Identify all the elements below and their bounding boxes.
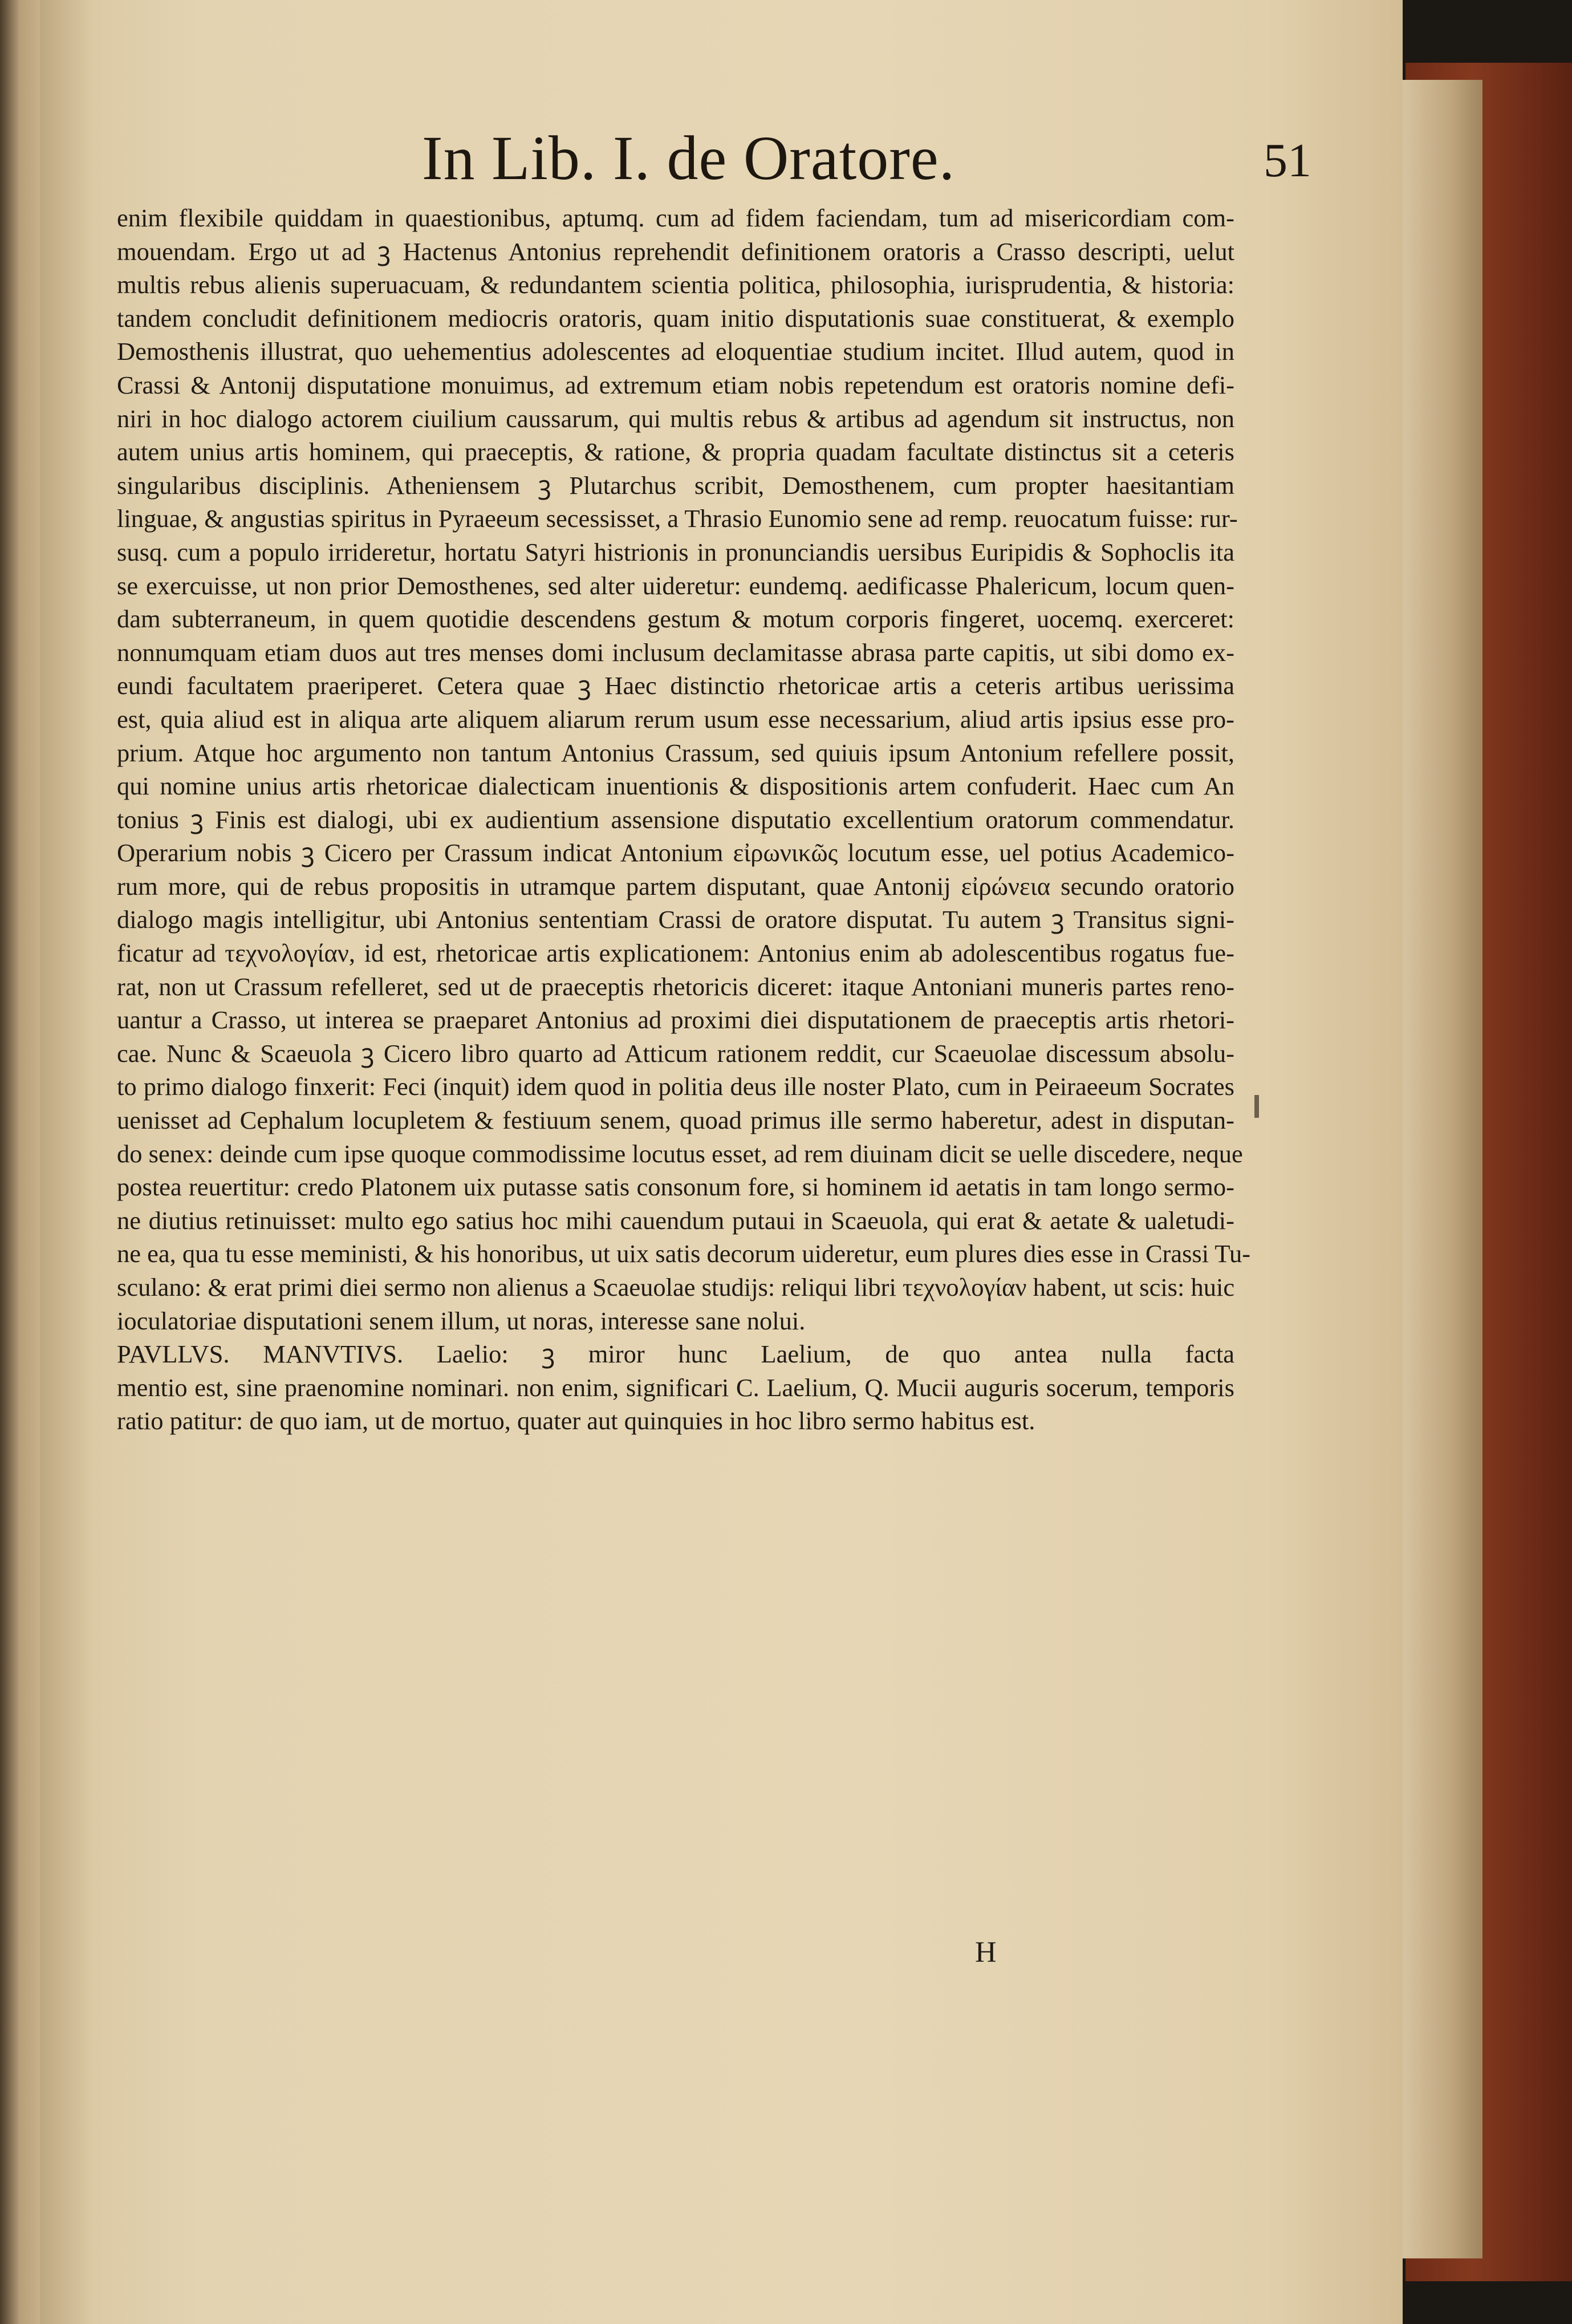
running-head [422,121,1311,195]
text-line: niri in hoc dialogo actorem ciuilium caussarum, qui multis rebus & artibus ad agendum sit instructus, non [117,404,1234,433]
text-line: enim flexibile quiddam in quaestionibus, aptumq. cum ad fidem faciendam, tum ad misericordiam com- [117,204,1234,232]
text-line: uantur a Crasso, ut interea se praeparet Antonius ad proximi diei disputationem de praeceptis artis rhetori- [117,1005,1234,1035]
text-line: ioculatoriae disputationi senem illum, ut noras, interesse sane nolui. [117,1306,806,1335]
page-block-edge [1403,80,1482,2258]
text-line: Operarium nobis ꝫ Cicero per Crassum indicat Antonium εἰρωνικῶς locutum esse, uel potius Academico- [117,838,1234,867]
margin-mark [1254,1095,1259,1118]
text-line: tandem concludit definitionem mediocris oratoris, quam initio disputationis suae constituerat, & exemplo [117,303,1234,332]
text-line: singularibus disciplinis. Atheniensem ꝫ Plutarchus scribit, Demosthenem, cum propter haesitantiam [117,471,1234,500]
text-line: Crassi & Antonij disputatione monuimus, ad extremum etiam nobis repetendum est oratoris nomine defi- [117,370,1234,399]
text-line: ratio patitur: de quo iam, ut de mortuo, quater aut quinquies in hoc libro sermo habitus est. [117,1406,1035,1435]
body-text [117,201,1251,1438]
text-line: postea reuertitur: credo Platonem uix putasse satis consonum fore, si hominem id aetatis in tam longo sermo- [117,1173,1234,1202]
page-number: 51 [1264,134,1311,187]
text-line: PAVLLVS. MANVTIVS. Laelio: ꝫ miror hunc Laelium, de quo antea nulla facta [117,1340,1234,1369]
text-line: rat, non ut Crassum refelleret, sed ut de praeceptis rhetoricis diceret: itaque Antoniani muneris partes reno- [117,972,1234,1001]
text-line: autem unius artis hominem, qui praeceptis, & ratione, & propria quadam facultate distinctus sit a ceteris [117,437,1234,467]
text-line: mentio est, sine praenomine nominari. non enim, significari C. Laelium, Q. Mucii auguris socerum, temporis [117,1373,1234,1402]
header-title: In Lib. I. de Oratore. [422,123,956,193]
text-line: dialogo magis intelligitur, ubi Antonius sententiam Crassi de oratore disputat. Tu autem ꝫ Transitus signi- [117,905,1234,934]
text-line: est, quia aliud est in aliqua arte aliquem aliarum rerum usum esse necessarium, aliud artis ipsius esse pro- [117,704,1234,733]
text-line: ne diutius retinuisset: multo ego satius hoc mihi cauendum putaui in Scaeuola, qui erat & aetate & ualetudi- [117,1206,1234,1235]
text-line: linguae, & angustias spiritus in Pyraeeum secessisset, a Thrasio Eunomio sene ad remp. reuocatum fuisse: rur- [117,504,1238,533]
text-line: do senex: deinde cum ipse quoque commodissime locutus esset, ad rem diuinam dicit se uelle discedere, neque [117,1139,1243,1168]
text-line: susq. cum a populo irrideretur, hortatu Satyri histrionis in pronunciandis uersibus Euripidis & Sophoclis ita [117,537,1234,566]
text-line: cae. Nunc & Scaeuola ꝫ Cicero libro quarto ad Atticum rationem reddit, cur Scaeuolae discessum absolu- [117,1039,1234,1068]
text-line: uenisset ad Cephalum locupletem & festiuum senem, quoad primus ille sermo haberetur, adest in disputan- [117,1106,1234,1135]
text-line: dam subterraneum, in quem quotidie descendens gestum & motum corporis fingeret, uocemq. exerceret: [117,605,1234,634]
text-line: nonnumquam etiam duos aut tres menses domi inclusum declamitasse abrasa parte capitis, ut sibi domo ex- [117,638,1234,667]
signature-mark: H [975,1936,997,1969]
text-line: multis rebus alienis superuacuam, & redundantem scientia politica, philosophia, iurisprudentia, & historia: [117,270,1234,299]
text-line: ne ea, qua tu esse meministi, & his honoribus, ut uix satis decorum uideretur, eum plures dies esse in Crassi Tu- [117,1239,1251,1268]
text-line: Demosthenis illustrat, quo uehementius adolescentes ad eloquentiae studium incitet. Illud autem, quod in [117,337,1234,366]
text-line: eundi facultatem praeriperet. Cetera quae ꝫ Haec distinctio rhetoricae artis a ceteris artibus uerissima [117,671,1234,700]
text-line: rum more, qui de rebus propositis in utramque partem disputant, quae Antonij εἰρώνεια secundo oratorio [117,871,1234,901]
left-page-edge [0,0,40,2324]
text-line: tonius ꝫ Finis est dialogi, ubi ex audientium assensione disputatio excellentium oratorum commendatur. [117,805,1234,834]
text-line: qui nomine unius artis rhetoricae dialecticam inuentionis & dispositionis artem confuderit. Haec cum An [117,772,1234,801]
text-line: se exercuisse, ut non prior Demosthenes, sed alter uideretur: eundemq. aedificasse Phalericum, locum quen- [117,571,1234,600]
text-line: to primo dialogo finxerit: Feci (inquit) idem quod in politia deus ille noster Plato, cum in Peiraeeum Socrates [117,1072,1234,1101]
text-line: sculano: & erat primi diei sermo non alienus a Scaeuolae studijs: reliqui libri τεχνολογίαν habent, ut scis: huic [117,1273,1235,1301]
text-line: mouendam. Ergo ut ad ꝫ Hactenus Antonius reprehendit definitionem oratoris a Crasso descripti, uelut [117,237,1234,266]
text-line: prium. Atque hoc argumento non tantum Antonius Crassum, sed quiuis ipsum Antonium refellere possit, [117,738,1234,767]
text-line: ficatur ad τεχνολογίαν, id est, rhetoricae artis explicationem: Antonius enim ab adolescentibus rogatus fue- [117,939,1234,968]
